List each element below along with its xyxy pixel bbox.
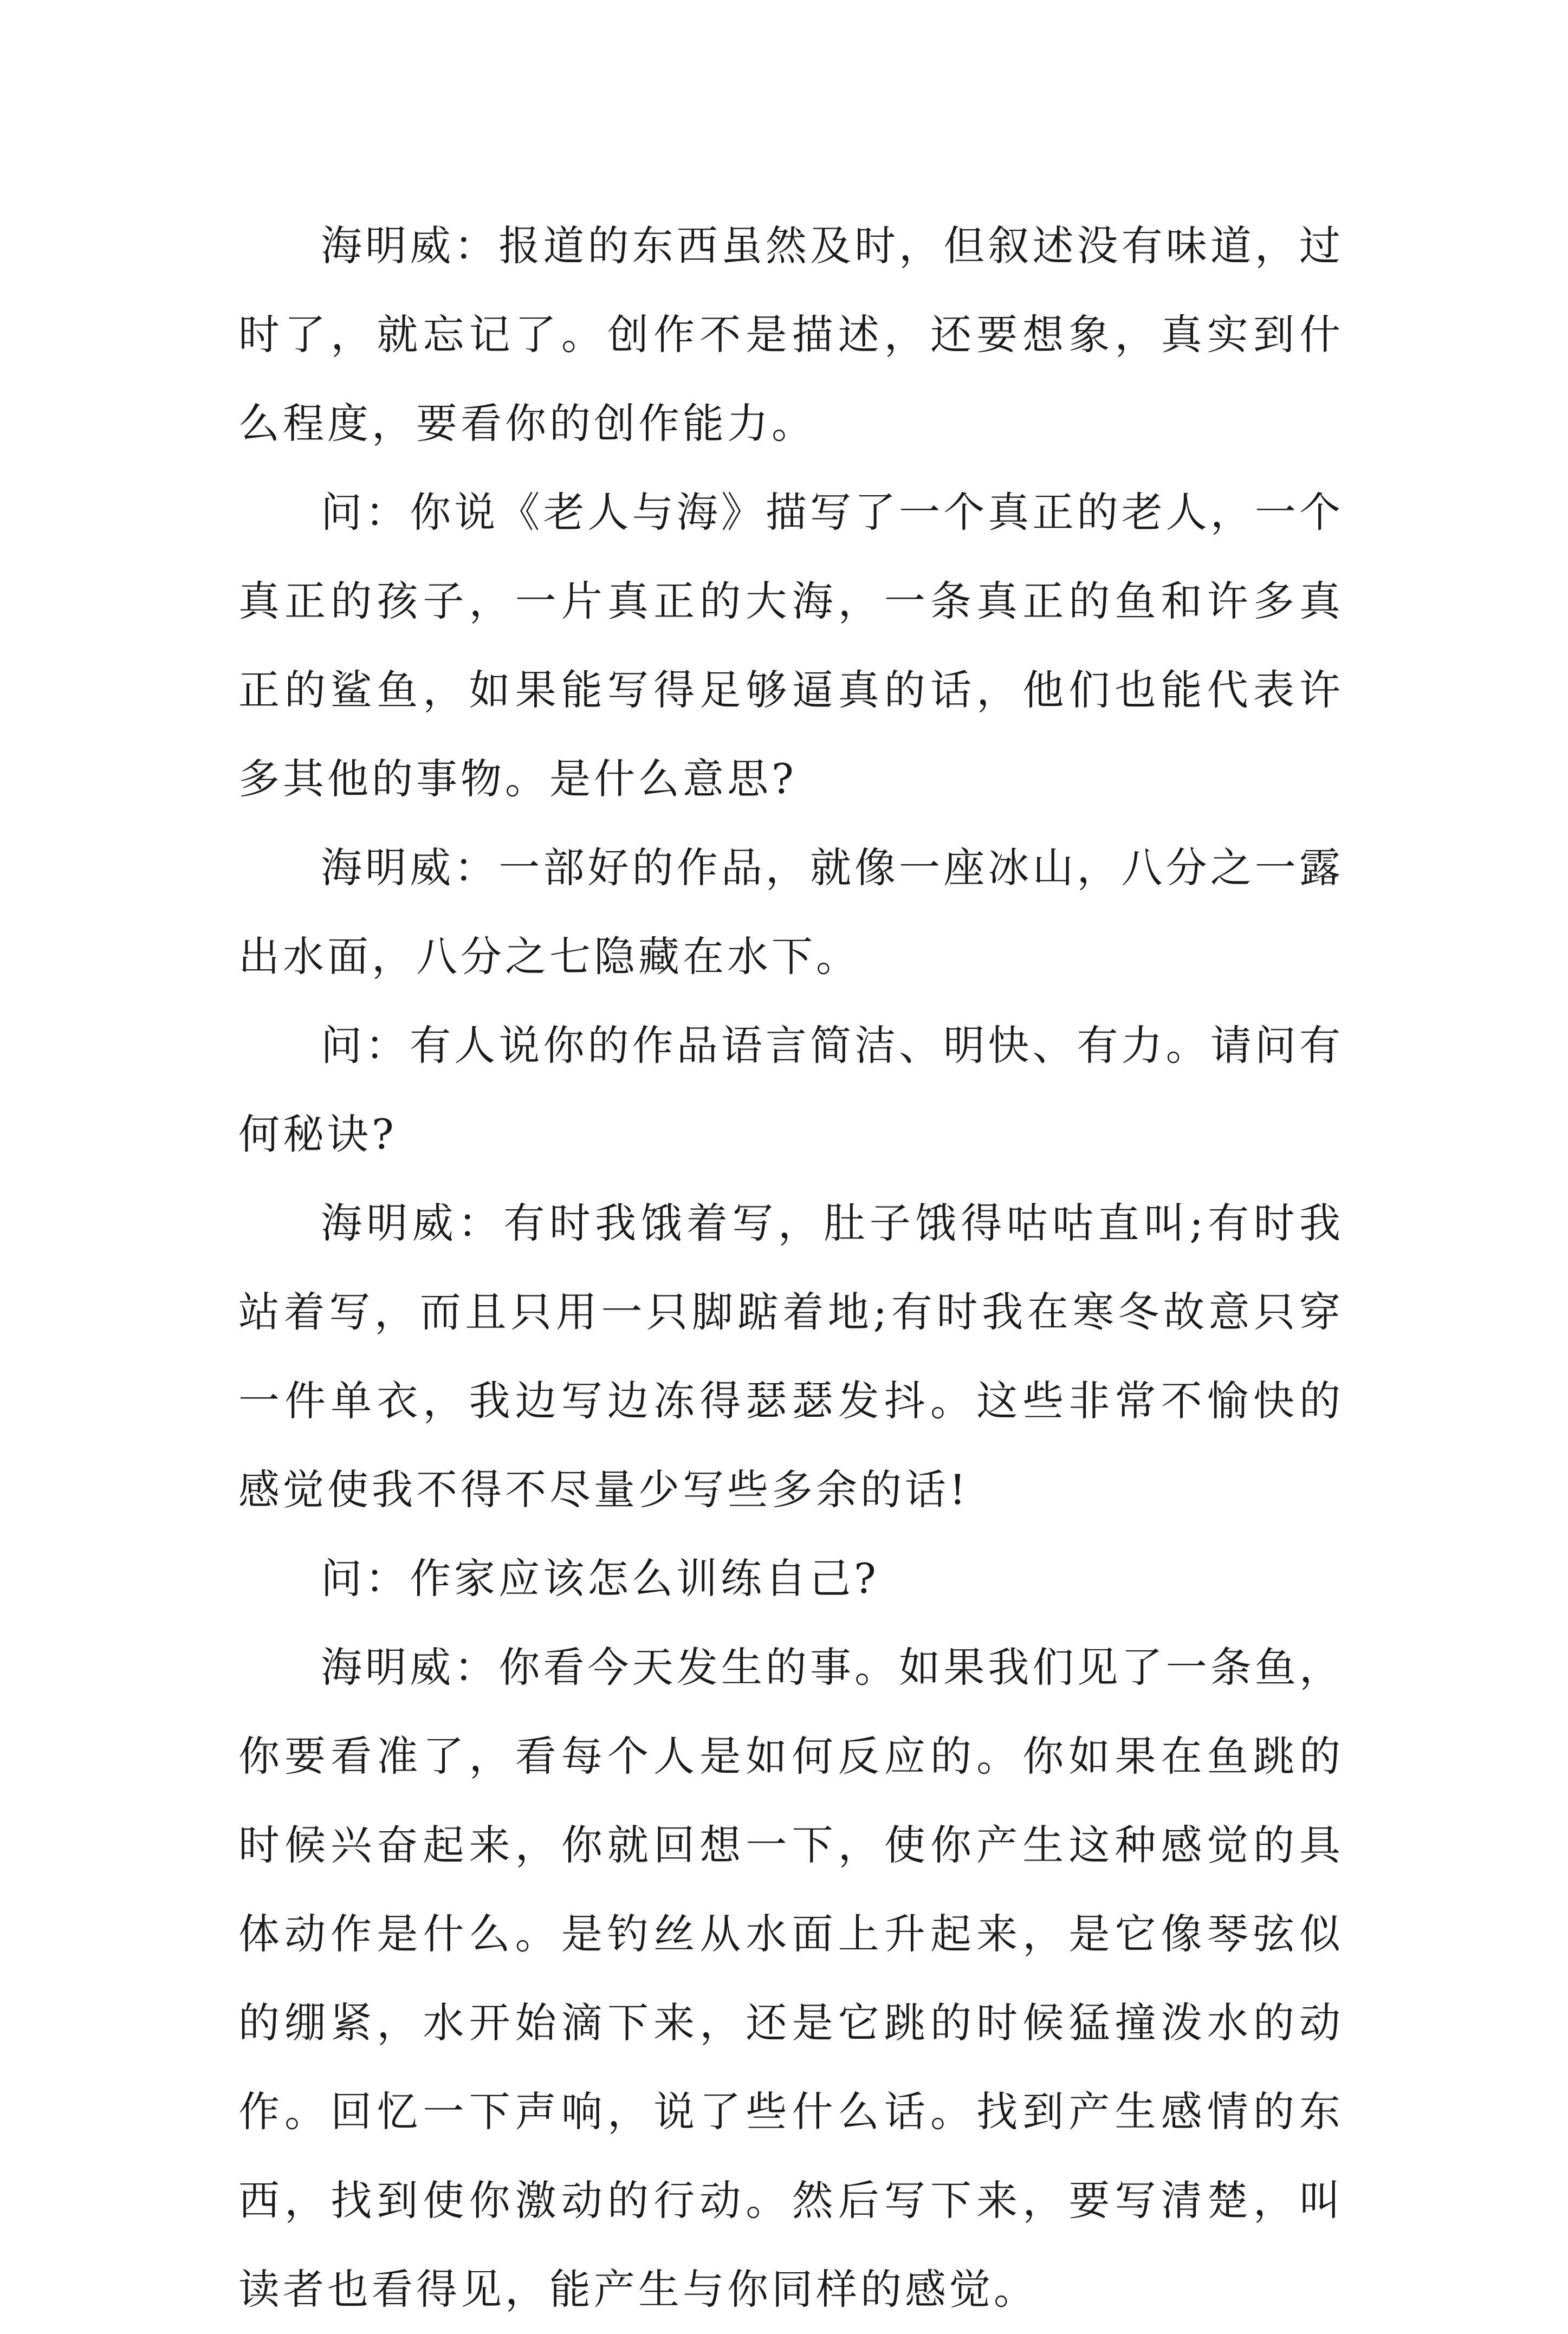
paragraph-hemingway-writing-habits: 海明威：有时我饿着写，肚子饿得咕咕直叫;有时我站着写，而且只用一只脚踮着地;有时我在寒冬故意只穿一件单衣，我边写边冻得瑟瑟发抖。这些非常不愉快的感觉使我不得不尽量少写些多余的话! xyxy=(238,1199,1344,1514)
paragraph-question-language-secret: 问：有人说你的作品语言简洁、明快、有力。请问有何秘诀? xyxy=(238,1021,1344,1158)
paragraph-hemingway-reporting: 海明威：报道的东西虽然及时，但叙述没有味道，过时了，就忘记了。创作不是描述，还要想象，真实到什么程度，要看你的创作能力。 xyxy=(238,222,1344,448)
paragraph-hemingway-iceberg: 海明威：一部好的作品，就像一座冰山，八分之一露出水面，八分之七隐藏在水下。 xyxy=(238,844,1344,981)
paragraph-question-writer-training: 问：作家应该怎么训练自己? xyxy=(321,1554,879,1603)
paragraph-question-old-man-and-sea: 问：你说《老人与海》描写了一个真正的老人，一个真正的孩子，一片真正的大海，一条真正的鱼和许多真正的鲨鱼，如果能写得足够逼真的话，他们也能代表许多其他的事物。是什么意思? xyxy=(238,488,1344,803)
paragraph-hemingway-observation: 海明威：你看今天发生的事。如果我们见了一条鱼，你要看准了，看每个人是如何反应的。你如果在鱼跳的时候兴奋起来，你就回想一下，使你产生这种感觉的具体动作是什么。是钓丝从水面上升起来，是它像琴弦似的绷紧，水开始滴下来，还是它跳的时候猛撞泼水的动作。回忆一下声响，说了些什么话。找到产生感情的东西，找到使你激动的行动。然后写下来，要写清楚，叫读者也看得见，能产生与你同样的感觉。 xyxy=(238,1643,1344,2313)
document-page xyxy=(238,202,1344,2334)
